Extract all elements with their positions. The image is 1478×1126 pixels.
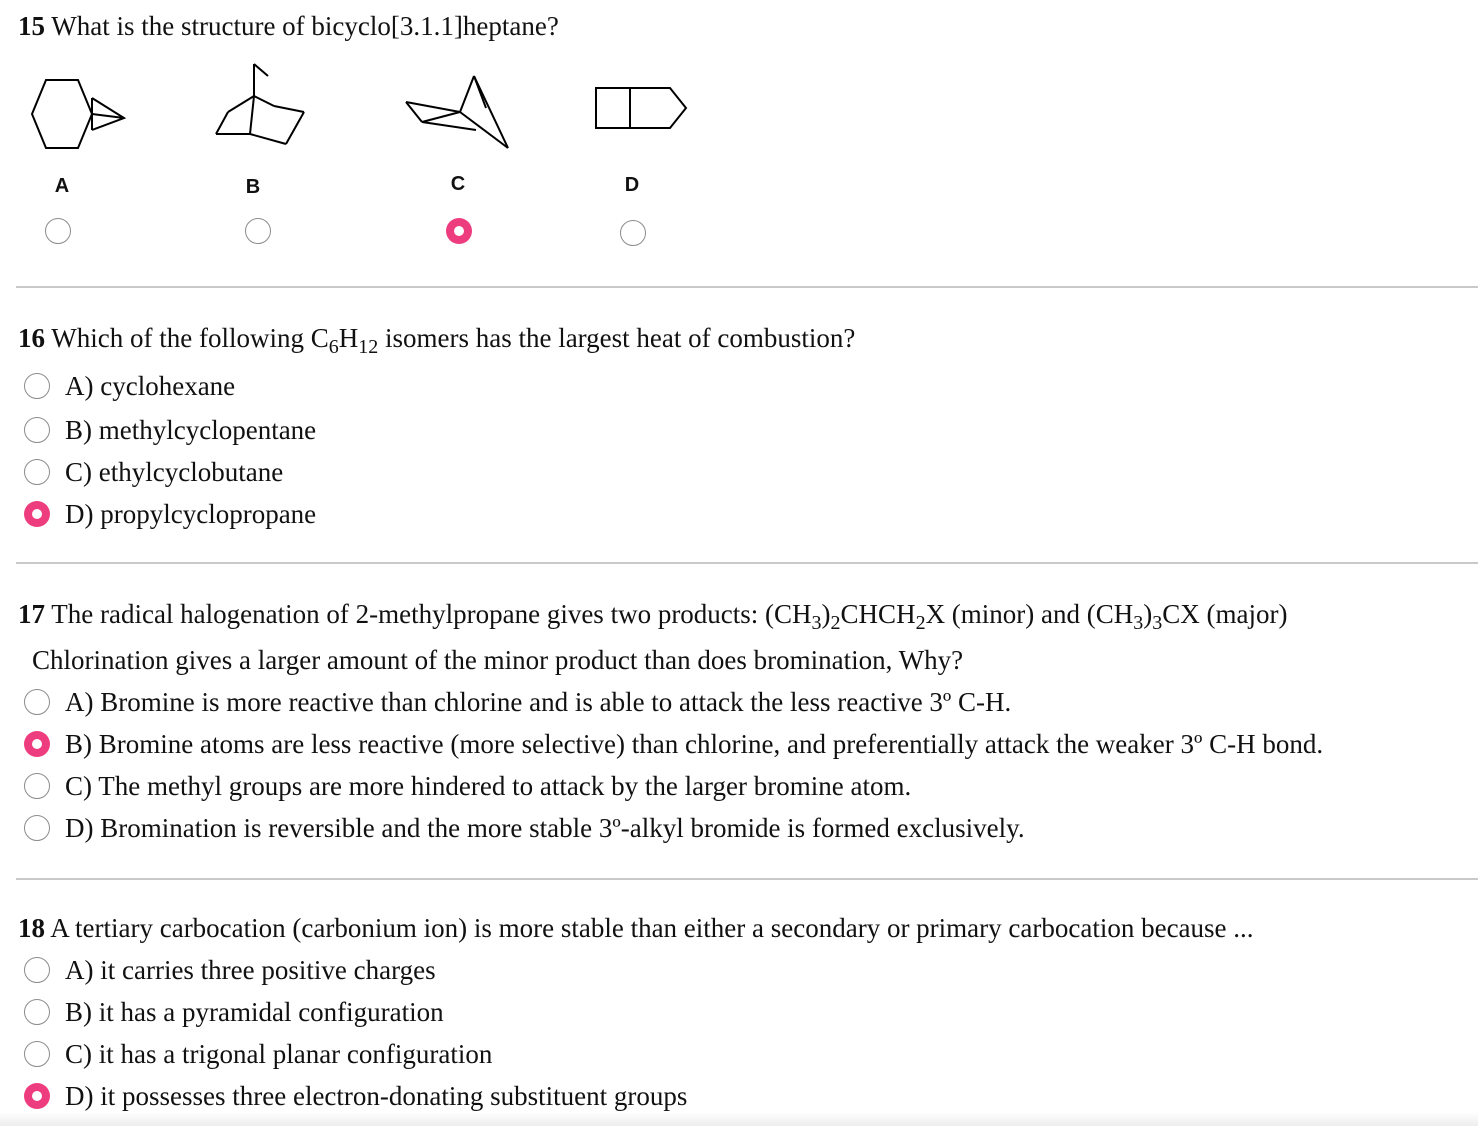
divider-15-16: [16, 286, 1478, 288]
q16-text: [18, 322, 856, 358]
radio-choice-d[interactable]: [620, 220, 646, 246]
option-label: C) ethylcyclobutane: [65, 457, 284, 487]
radio-button[interactable]: [24, 773, 50, 799]
radio-button[interactable]: [24, 459, 50, 485]
q17-option-a[interactable]: [24, 684, 1011, 720]
q17-option-c[interactable]: [24, 768, 911, 804]
q17-option-d[interactable]: [24, 810, 1025, 846]
radio-button[interactable]: [24, 417, 50, 443]
q18-number: 18: [18, 913, 45, 943]
q17-text-line2: Chlorination gives a larger amount of the minor product than does bromination, Why?: [32, 645, 964, 675]
radio-button[interactable]: [24, 957, 50, 983]
q16-option-b[interactable]: [24, 412, 316, 448]
radio-button-selected[interactable]: [24, 501, 50, 527]
q16-text-part: isomers has the largest heat of combustion?: [378, 323, 856, 353]
structure-c-image: [402, 72, 514, 152]
choice-c-label: C: [450, 173, 466, 195]
q16-number: 16: [18, 323, 45, 353]
q17-option-b[interactable]: [24, 726, 1323, 762]
q17-subscript: 2: [915, 612, 926, 634]
q17-text: [18, 598, 1288, 634]
q17-subscript: 2: [830, 612, 841, 634]
option-label: B) it has a pyramidal configuration: [65, 997, 444, 1027]
choice-a-label: A: [54, 175, 70, 197]
q15-text: [18, 10, 559, 42]
q18-option-c[interactable]: [24, 1036, 492, 1072]
q17-text-part: ): [1143, 599, 1153, 629]
q15-question: What is the structure of bicyclo[3.1.1]heptane?: [45, 11, 559, 41]
radio-choice-a[interactable]: [45, 218, 71, 244]
q17-text-part: CX (major): [1162, 599, 1288, 629]
q18-question: A tertiary carbocation (carbonium ion) is more stable than either a secondary or primary carbocation because ...: [45, 913, 1254, 943]
structure-a-image: [26, 74, 130, 156]
radio-button[interactable]: [24, 373, 50, 399]
radio-button[interactable]: [24, 815, 50, 841]
radio-button-selected[interactable]: [24, 1083, 50, 1109]
q17-subscript: 3: [1133, 612, 1144, 634]
option-label: A) cyclohexane: [65, 371, 236, 401]
radio-choice-c[interactable]: [446, 218, 472, 244]
q16-option-d[interactable]: [24, 496, 316, 532]
radio-button[interactable]: [24, 999, 50, 1025]
q16-subscript: 6: [328, 336, 339, 358]
option-label: C) it has a trigonal planar configuration: [65, 1039, 493, 1069]
bottom-shadow: [0, 1112, 1478, 1126]
option-label: D) propylcyclopropane: [65, 499, 317, 529]
option-label: A) Bromine is more reactive than chlorine and is able to attack the less reactive 3º C-H.: [65, 687, 1012, 717]
q17-subscript: 3: [1152, 612, 1163, 634]
q18-option-b[interactable]: [24, 994, 444, 1030]
option-label: D) it possesses three electron-donating substituent groups: [65, 1081, 688, 1111]
divider-17-18: [16, 878, 1478, 880]
radio-choice-b[interactable]: [245, 218, 271, 244]
q15-number: 15: [18, 11, 45, 41]
q17-subscript: 3: [811, 612, 822, 634]
structure-b-image: [206, 60, 310, 150]
option-label: D) Bromination is reversible and the more stable 3º-alkyl bromide is formed exclusively.: [65, 813, 1025, 843]
q16-text-part: Which of the following C: [45, 323, 329, 353]
q16-subscript: 12: [358, 336, 379, 358]
radio-button-selected[interactable]: [24, 731, 50, 757]
q17-text-part: The radical halogenation of 2-methylpropane gives two products: (CH: [45, 599, 812, 629]
option-label: A) it carries three positive charges: [65, 955, 436, 985]
q17-text-part: ): [821, 599, 831, 629]
option-label: C) The methyl groups are more hindered to attack by the larger bromine atom.: [65, 771, 912, 801]
q18-text: [18, 912, 1254, 944]
structure-d-image: [592, 84, 692, 136]
radio-button[interactable]: [24, 689, 50, 715]
radio-button[interactable]: [24, 1041, 50, 1067]
q18-option-a[interactable]: [24, 952, 436, 988]
q16-option-c[interactable]: [24, 454, 283, 490]
q16-text-part: H: [338, 323, 359, 353]
choice-d-label: D: [624, 174, 640, 196]
divider-16-17: [16, 562, 1478, 564]
q17-text-part: CHCH: [840, 599, 916, 629]
option-label: B) methylcyclopentane: [65, 415, 317, 445]
option-label: B) Bromine atoms are less reactive (more selective) than chlorine, and preferentially attack the weaker 3º C-H bond.: [65, 729, 1324, 759]
q18-option-d[interactable]: [24, 1078, 687, 1114]
choice-b-label: B: [245, 176, 261, 198]
q17-text-part: X (minor) and (CH: [925, 599, 1134, 629]
q16-option-a[interactable]: [24, 368, 235, 404]
q17-number: 17: [18, 599, 45, 629]
